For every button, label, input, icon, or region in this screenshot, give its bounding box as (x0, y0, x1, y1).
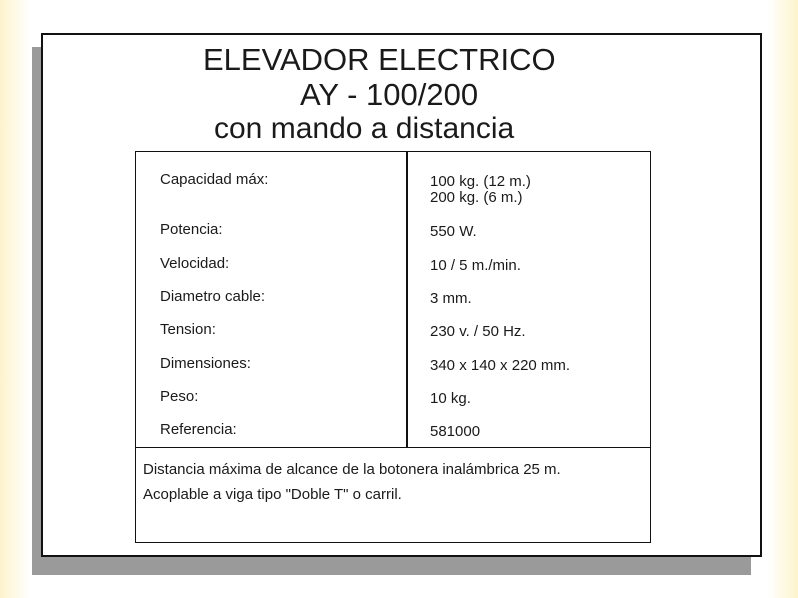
spec-table-divider (406, 152, 408, 448)
spec-label-tension: Tension: (160, 321, 216, 338)
spec-label-potencia: Potencia: (160, 221, 223, 238)
spec-label-dimensiones: Dimensiones: (160, 355, 251, 372)
title-line-2: AY - 100/200 (300, 77, 479, 112)
spec-value-potencia: 550 W. (430, 223, 477, 240)
spec-value-velocidad: 10 / 5 m./min. (430, 257, 521, 274)
spec-label-diametro: Diametro cable: (160, 288, 266, 305)
spec-label-capacidad: Capacidad máx: (160, 171, 269, 188)
spec-value-peso: 10 kg. (430, 390, 471, 407)
note-alcance: Distancia máxima de alcance de la botonera inalámbrica 25 m. (143, 461, 561, 478)
title-line-1: ELEVADOR ELECTRICO (203, 42, 556, 77)
product-spec-card (41, 33, 762, 557)
spec-value-diametro: 3 mm. (430, 290, 472, 307)
spec-value-tension: 230 v. / 50 Hz. (430, 323, 526, 340)
spec-label-referencia: Referencia: (160, 421, 237, 438)
note-acoplable: Acoplable a viga tipo "Doble T" o carril. (143, 486, 402, 503)
spec-table (135, 151, 651, 448)
spec-value-capacidad: 100 kg. (12 m.) (430, 173, 531, 190)
title-line-3: con mando a distancia (214, 112, 515, 145)
spec-value-referencia: 581000 (430, 423, 481, 440)
notes-box (135, 447, 651, 543)
spec-label-peso: Peso: (160, 388, 199, 405)
spec-label-velocidad: Velocidad: (160, 255, 230, 272)
spec-value-dimensiones: 340 x 140 x 220 mm. (430, 357, 571, 374)
spec-value-capacidad-2: 200 kg. (6 m.) (430, 189, 523, 206)
